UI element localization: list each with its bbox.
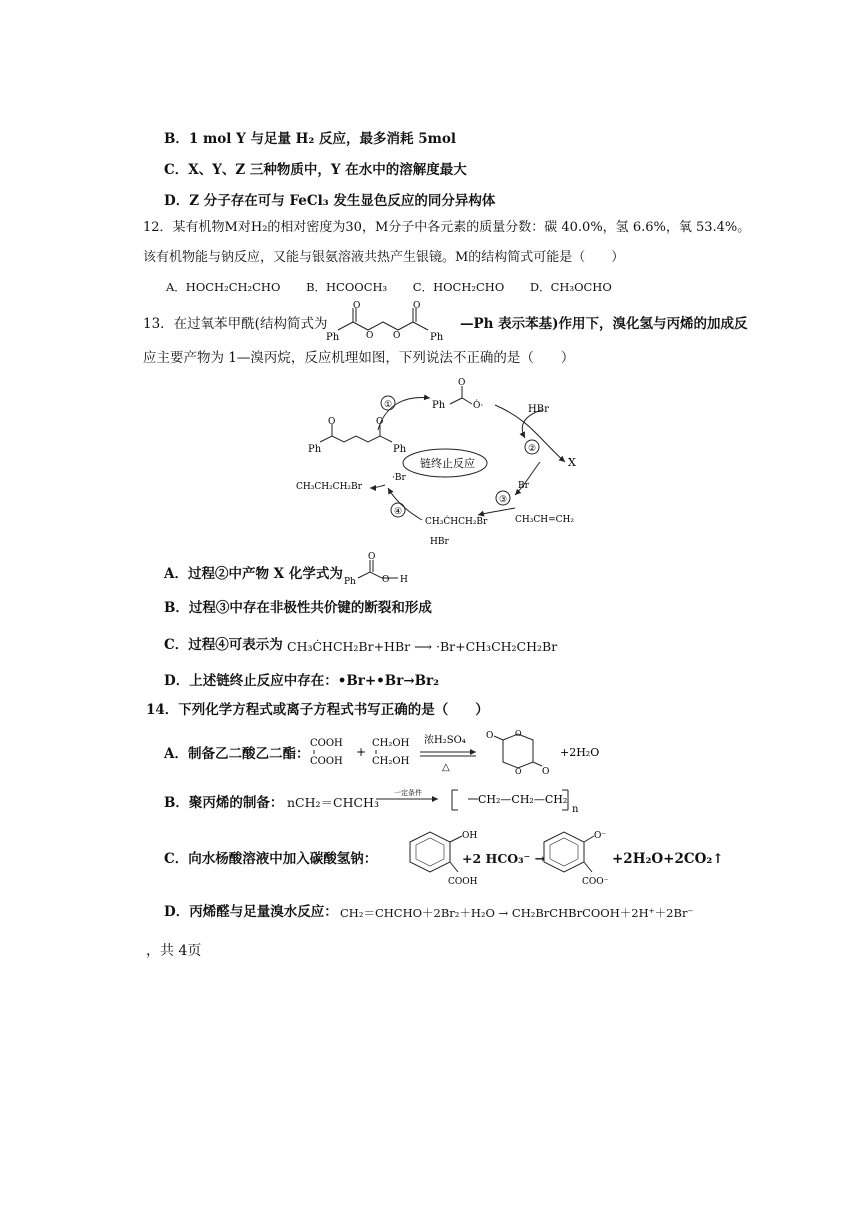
q14-option-c: C．向水杨酸溶液中加入碳酸氢钠：	[164, 851, 378, 867]
svg-text:COO⁻: COO⁻	[582, 877, 609, 886]
svg-text:O⁻: O⁻	[594, 831, 607, 841]
benzoic-ph-label: Ph	[344, 577, 356, 586]
svg-text:O: O	[366, 331, 374, 341]
q14-option-c-mid: +2 HCO₃⁻ →	[462, 851, 546, 866]
benzoic-acid-structure	[340, 550, 430, 586]
q14-option-c-end: +2H₂O+2CO₂↑	[612, 851, 724, 867]
prev-option-b: B．1 mol Y 与足量 H₂ 反应，最多消耗 5mol	[164, 131, 457, 147]
q13-option-c-equation: CH₃ĊHCH₂Br+HBr ⟶ ·Br+CH₃CH₂CH₂Br	[287, 639, 558, 654]
br-radical-right-label: Br	[518, 481, 529, 491]
prev-option-c: C．X、Y、Z 三种物质中，Y 在水中的溶解度最大	[164, 162, 467, 178]
optB-condition: 一定条件	[394, 789, 422, 797]
svg-text:O: O	[393, 331, 401, 341]
optA-water: +2H₂O	[560, 746, 600, 759]
step3-label: ③	[499, 495, 508, 505]
svg-text:O: O	[486, 731, 494, 741]
q14-option-b-equation	[372, 786, 592, 816]
benzoyl-peroxide-structure	[318, 300, 460, 344]
step1-label: ①	[384, 400, 393, 410]
svg-text:O: O	[515, 767, 522, 776]
ph-right-label: Ph	[430, 332, 444, 343]
svg-text:O: O	[353, 301, 361, 311]
q13-stem-line1b: —Ph 表示苯基)作用下，溴化氢与丙烯的加成反	[460, 316, 748, 332]
svg-text:COOH: COOH	[310, 756, 343, 767]
step2-label: ②	[528, 444, 537, 454]
svg-text:CH₂—CH₂—CH₂: CH₂—CH₂—CH₂	[478, 793, 568, 806]
propene-label: CH₃CH=CH₂	[515, 515, 574, 525]
svg-text:H: H	[400, 575, 408, 585]
step4-label: ④	[394, 507, 403, 517]
svg-text:O: O	[515, 729, 522, 738]
svg-text:O: O	[368, 552, 376, 562]
q13-stem-line1a: 13．在过氧苯甲酰(结构简式为	[143, 316, 328, 332]
q12-option-a: A．HOCH₂CH₂CHO	[166, 280, 281, 294]
q14-option-a: A．制备乙二酸乙二酯：	[164, 746, 310, 762]
svg-text:OH: OH	[462, 831, 478, 841]
svg-text:CH₂OH: CH₂OH	[372, 756, 410, 767]
q12-option-d: D．CH₃OCHO	[529, 280, 612, 294]
svg-text:O: O	[328, 417, 336, 427]
product-label: CH₃CH₂CH₂Br	[296, 482, 362, 492]
q12-stem-line1: 12．某有机物M对H₂的相对密度为30，M分子中各元素的质量分数：碳 40.0%，氢 6.6%，氧 53.4%。	[143, 220, 751, 235]
reaction-mechanism-diagram	[290, 370, 600, 550]
hbr-bottom-label: HBr	[430, 537, 449, 547]
q12-options	[166, 279, 634, 295]
q12-option-c: C．HOCH₂CHO	[412, 280, 505, 294]
q14-option-a-equation	[308, 728, 608, 782]
svg-text:O: O	[458, 378, 466, 388]
svg-text:O: O	[376, 417, 384, 427]
q14-stem: 14．下列化学方程式或离子方程式书写正确的是（ ）	[146, 702, 489, 718]
q14-option-d: D．丙烯醛与足量溴水反应：	[164, 904, 338, 920]
q13-option-c-a: C．过程④可表示为	[164, 637, 283, 653]
q13-option-a: A．过程②中产物 X 化学式为	[164, 566, 343, 582]
svg-text:+: +	[356, 745, 367, 759]
optA-reagent: 浓H₂SO₄	[424, 735, 466, 746]
svg-text:CH₂OH: CH₂OH	[372, 738, 410, 749]
x-product-label: X	[568, 456, 576, 469]
svg-text:O: O	[413, 301, 421, 311]
ph-left-label: Ph	[326, 332, 340, 343]
chain-termination-label: 链终止反应	[420, 457, 475, 470]
svg-text:Ȯ·: Ȯ·	[473, 401, 484, 411]
q12-stem-line2: 该有机物能与钠反应，又能与银氨溶液共热产生银镜。M的结构简式可能是（ ）	[143, 250, 625, 265]
radical-ph-label: Ph	[432, 400, 446, 411]
optA-delta: △	[442, 762, 450, 773]
page-footer: ，共 4页	[146, 943, 202, 959]
q13-stem-line2: 应主要产物为 1—溴丙烷，反应机理如图，下列说法不正确的是（ ）	[143, 350, 575, 366]
salicylate-structure	[530, 828, 620, 886]
svg-text:n: n	[572, 804, 579, 815]
svg-text:COOH: COOH	[310, 738, 343, 749]
intermediate-label: CH₃ĊHCH₂Br	[425, 517, 488, 527]
benzoyloxy-radical	[450, 386, 472, 404]
q13-option-d: D．上述链终止反应中存在：•Br+•Br→Br₂	[164, 673, 440, 689]
hbr-top-label: HBr	[528, 404, 549, 415]
q14-option-b-reactant: nCH₂＝CHCH₃	[287, 795, 379, 810]
svg-text:COOH: COOH	[448, 877, 478, 886]
start-ph-label: Ph	[308, 444, 322, 455]
q13-option-b: B．过程③中存在非极性共价键的断裂和形成	[164, 600, 432, 616]
cyclic-ester-ring	[494, 734, 542, 768]
q12-option-b: B．HCOOCH₃	[306, 280, 388, 294]
br-radical-label: ·Br	[392, 473, 406, 483]
svg-text:O: O	[542, 767, 550, 777]
q14-option-b: B．聚丙烯的制备：	[164, 795, 284, 811]
prev-option-d: D．Z 分子存在可与 FeCl₃ 发生显色反应的同分异构体	[164, 193, 496, 209]
start-ph2-label: Ph	[393, 444, 407, 455]
svg-text:O: O	[382, 575, 390, 585]
q14-option-d-equation: CH₂＝CHCHO＋2Br₂＋H₂O → CH₂BrCHBrCOOH＋2H⁺＋2Br⁻	[340, 906, 694, 920]
